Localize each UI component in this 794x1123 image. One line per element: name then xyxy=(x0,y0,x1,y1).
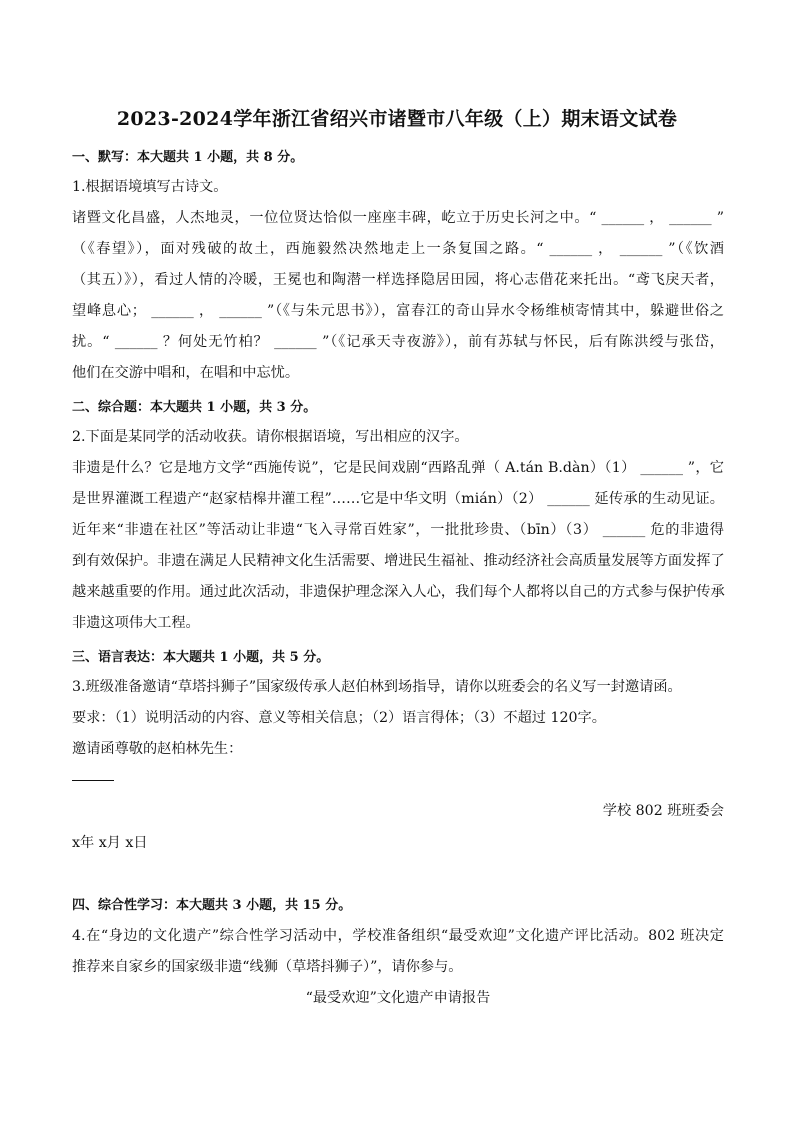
question-2-line: 非遗是什么？它是地方文学“西施传说”，它是民间戏剧“西路乱弹（ A.tán B.dàn）（1） ______ ”，它 xyxy=(72,460,724,476)
page-title: 2023-2024学年浙江省绍兴市诸暨市八年级（上）期末语文试卷 xyxy=(116,108,678,130)
question-4-line: 4.在“身边的文化遗产”综合性学习活动中，学校准备组织“最受欢迎”文化遗产评比活动。802 班决定 xyxy=(72,928,724,944)
question-2-line: 近年来“非遗在社区”等活动让非遗“飞入寻常百姓家”，一批批珍贵、（bīn）（3） ______ 危的非遗得 xyxy=(72,522,724,538)
question-2-line: 非遗这项伟大工程。 xyxy=(72,615,200,631)
invitation-date: x年 x月 x日 xyxy=(72,835,148,851)
section-4-heading: 四、综合性学习：本大题共 3 小题，共 15 分。 xyxy=(72,898,352,913)
section-3-heading: 三、语言表达：本大题共 1 小题，共 5 分。 xyxy=(72,650,330,665)
section-1-heading: 一、默写：本大题共 1 小题，共 8 分。 xyxy=(72,150,304,165)
question-1-line: 扰。“ ______ ？何处无竹柏？ ______ ”（《记承天寺夜游》），前有苏轼与怀民，后有陈洪绶与张岱， xyxy=(72,334,724,350)
question-1-line: （《春望》），面对残破的故土，西施毅然决然地走上一条复国之路。“ ______ ， ______ ”（《饮酒 xyxy=(72,241,724,257)
question-1-line: 望峰息心； ______ ， ______ ”（《与朱元思书》），富春江的奇山异水令杨维桢寄情其中，躲避世俗之 xyxy=(72,303,724,319)
answer-blank xyxy=(72,780,114,781)
question-2-line: 是世界灌溉工程遗产“赵家桔槔井灌工程”……它是中华文明（mián）（2） ______ 延传承的生动见证。 xyxy=(72,491,724,507)
question-2-line: 到有效保护。非遗在满足人民精神文化生活需要、增进民生福祉、推动经济社会高质量发展等方面发挥了 xyxy=(72,553,725,569)
section-2-heading: 二、综合题：本大题共 1 小题，共 3 分。 xyxy=(72,400,317,415)
question-1-line: 诸暨文化昌盛，人杰地灵，一位位贤达恰似一座座丰碑，屹立于历史长河之中。“ ______ ， ______ ” xyxy=(72,210,724,226)
question-4-line: 推荐来自家乡的国家级非遗“线狮（草塔抖狮子）”，请你参与。 xyxy=(72,959,463,975)
question-3-requirement: 要求：（1）说明活动的内容、意义等相关信息；（2）语言得体；（3）不超过 120字。 xyxy=(72,710,606,726)
question-2-line: 越来越重要的作用。通过此次活动，非遗保护理念深入人心，我们每个人都将以自己的方式参与保护传承 xyxy=(72,584,725,600)
question-2-prompt: 2.下面是某同学的活动收获。请你根据语境，写出相应的汉字。 xyxy=(72,429,469,445)
invitation-signature: 学校 802 班班委会 xyxy=(602,803,724,819)
question-3-prompt: 3.班级准备邀请“草塔抖狮子”国家级传承人赵伯林到场指导，请你以班委会的名义写一封邀请函。 xyxy=(72,679,682,695)
invitation-salutation: 邀请函尊敬的赵柏林先生： xyxy=(72,741,243,757)
question-1-line: （其五）》），看过人情的冷暖，王冕也和陶潜一样选择隐居田园，将心志借花来托出。“鸢飞戾天者， xyxy=(72,272,724,288)
question-1-line: 他们在交游中唱和，在唱和中忘忧。 xyxy=(72,365,300,381)
report-title: “最受欢迎”文化遗产申请报告 xyxy=(305,990,491,1006)
question-1-prompt: 1.根据语境填写古诗文。 xyxy=(72,179,228,195)
